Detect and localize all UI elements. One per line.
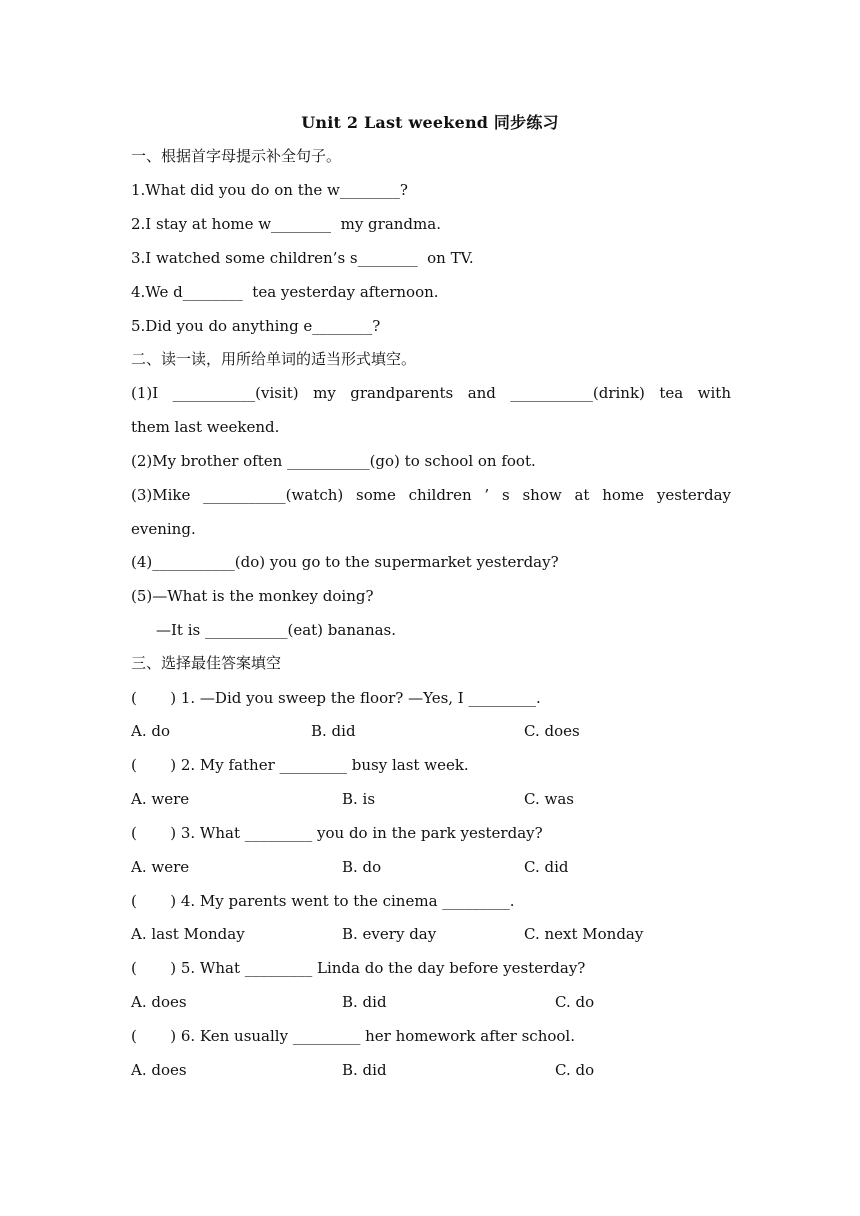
choice-5-option-b: B. did bbox=[342, 993, 387, 1011]
choice-3-option-c: C. did bbox=[524, 858, 569, 876]
choice-1-option-c: C. does bbox=[524, 722, 580, 740]
section2-q3-line1: (3)Mike ___________(watch) some children ’ s show at home yesterday bbox=[131, 486, 731, 504]
choice-3-option-a: A. were bbox=[131, 858, 190, 876]
choice-1-option-a: A. do bbox=[131, 722, 171, 740]
choice-question-6: ( ) 6. Ken usually _________ her homework after school. bbox=[131, 1027, 575, 1045]
section1-heading: 一、根据首字母提示补全句子。 bbox=[131, 147, 342, 165]
section1-item-2: 2.I stay at home w________ my grandma. bbox=[131, 215, 441, 233]
section2-heading: 二、读一读，用所给单词的适当形式填空。 bbox=[131, 350, 417, 368]
section3-heading: 三、选择最佳答案填空 bbox=[131, 654, 282, 672]
choice-3-option-b: B. do bbox=[342, 858, 382, 876]
choice-question-1: ( ) 1. —Did you sweep the floor? —Yes, I _________. bbox=[131, 689, 541, 707]
section2-q5-line1: (5)—What is the monkey doing? bbox=[131, 587, 374, 605]
choice-6-option-a: A. does bbox=[131, 1061, 187, 1079]
section1-item-1: 1.What did you do on the w________? bbox=[131, 181, 408, 199]
choice-6-option-b: B. did bbox=[342, 1061, 387, 1079]
choice-question-3: ( ) 3. What _________ you do in the park yesterday? bbox=[131, 824, 543, 842]
choice-4-option-c: C. next Monday bbox=[524, 925, 644, 943]
choice-question-4: ( ) 4. My parents went to the cinema _________. bbox=[131, 892, 515, 910]
choice-6-option-c: C. do bbox=[555, 1061, 595, 1079]
section2-q2: (2)My brother often ___________(go) to school on foot. bbox=[131, 452, 536, 470]
section2-q1-line1: (1)I ___________(visit) my grandparents and ___________(drink) tea with bbox=[131, 384, 731, 402]
choice-5-option-a: A. does bbox=[131, 993, 187, 1011]
choice-4-option-b: B. every day bbox=[342, 925, 437, 943]
choice-question-2: ( ) 2. My father _________ busy last week. bbox=[131, 756, 469, 774]
page-title: Unit 2 Last weekend 同步练习 bbox=[301, 113, 559, 132]
choice-4-option-a: A. last Monday bbox=[131, 925, 245, 943]
choice-2-option-c: C. was bbox=[524, 790, 574, 808]
section2-q1-line2: them last weekend. bbox=[131, 418, 280, 436]
section1-item-3: 3.I watched some children’s s________ on TV. bbox=[131, 249, 474, 267]
section1-item-4: 4.We d________ tea yesterday afternoon. bbox=[131, 283, 439, 301]
section2-q3-line2: evening. bbox=[131, 520, 196, 538]
choice-1-option-b: B. did bbox=[311, 722, 356, 740]
section1-item-5: 5.Did you do anything e________? bbox=[131, 317, 381, 335]
choice-2-option-b: B. is bbox=[342, 790, 376, 808]
section2-q4: (4)___________(do) you go to the supermarket yesterday? bbox=[131, 553, 559, 571]
choice-question-5: ( ) 5. What _________ Linda do the day before yesterday? bbox=[131, 959, 586, 977]
choice-5-option-c: C. do bbox=[555, 993, 595, 1011]
choice-2-option-a: A. were bbox=[131, 790, 190, 808]
section2-q5-line2: —It is ___________(eat) bananas. bbox=[156, 621, 397, 639]
